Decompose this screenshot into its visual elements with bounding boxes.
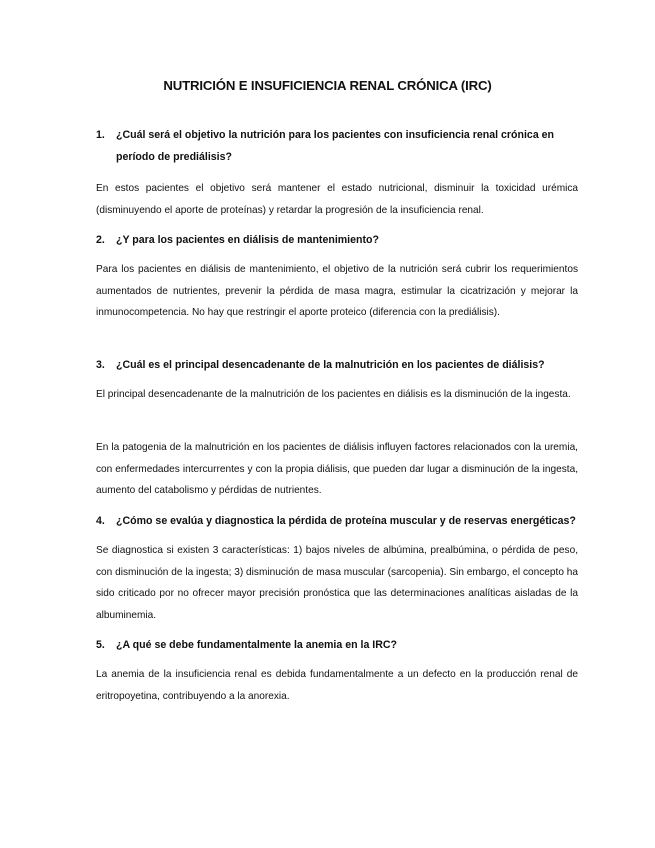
question-1: [96, 124, 586, 168]
question-number: 2.: [96, 234, 105, 246]
document-title: NUTRICIÓN E INSUFICIENCIA RENAL CRÓNICA (IRC): [163, 78, 492, 93]
answer-2-paragraph-1: Para los pacientes en diálisis de mantenimiento, el objetivo de la nutrición será cubrir los requerimientos aumentados de nutrientes, prevenir la pérdida de masa magra, estimular la cicatrización y mejorar la inmunocompetencia. No hay que restringir el aporte proteico (diferencia con la prediálisis).: [96, 264, 578, 319]
question-text: ¿Cómo se evalúa y diagnostica la pérdida de proteína muscular y de reservas energéticas?: [116, 515, 576, 527]
answer-1-paragraph-1: En estos pacientes el objetivo será mantener el estado nutricional, disminuir la toxicidad urémica (disminuyendo el aporte de proteínas) y retardar la progresión de la insuficiencia renal.: [96, 183, 578, 216]
answer-5-paragraph-1: La anemia de la insuficiencia renal es debida fundamentalmente a un defecto en la producción renal de eritropoyetina, contribuyendo a la anorexia.: [96, 669, 578, 702]
answer-4-paragraph-1: Se diagnostica si existen 3 características: 1) bajos niveles de albúmina, prealbúmina, o pérdida de peso, con disminución de la ingesta; 3) disminución de masa muscular (sarcopenia). Sin embargo, el concepto ha sido criticado por no ofrecer mayor precisión pronóstica que las determinaciones analíticas aisladas de la albuminemia.: [96, 545, 578, 621]
question-text: ¿Cuál será el objetivo la nutrición para los pacientes con insuficiencia renal crónica en período de prediálisis?: [116, 129, 555, 163]
question-number: 4.: [96, 515, 105, 527]
question-3: [96, 354, 586, 376]
question-number: 5.: [96, 639, 105, 651]
question-text: ¿Y para los pacientes en diálisis de mantenimiento?: [116, 234, 379, 246]
question-text: ¿Cuál es el principal desencadenante de la malnutrición en los pacientes de diálisis?: [116, 359, 545, 371]
answer-3-paragraph-2: En la patogenia de la malnutrición en los pacientes de diálisis influyen factores relacionados con la uremia, con enfermedades intercurrentes y con la propia diálisis, que pueden dar lugar a disminución de la ingesta, aumento del catabolismo y pérdidas de nutrientes.: [96, 442, 578, 497]
answer-3-paragraph-1: El principal desencadenante de la malnutrición de los pacientes en diálisis es la disminución de la ingesta.: [96, 389, 571, 400]
question-number: 1.: [96, 129, 105, 141]
question-5: [96, 634, 586, 656]
question-text: ¿A qué se debe fundamentalmente la anemia en la IRC?: [116, 639, 397, 651]
question-2: [96, 229, 586, 251]
question-4: [96, 510, 586, 532]
question-number: 3.: [96, 359, 105, 371]
